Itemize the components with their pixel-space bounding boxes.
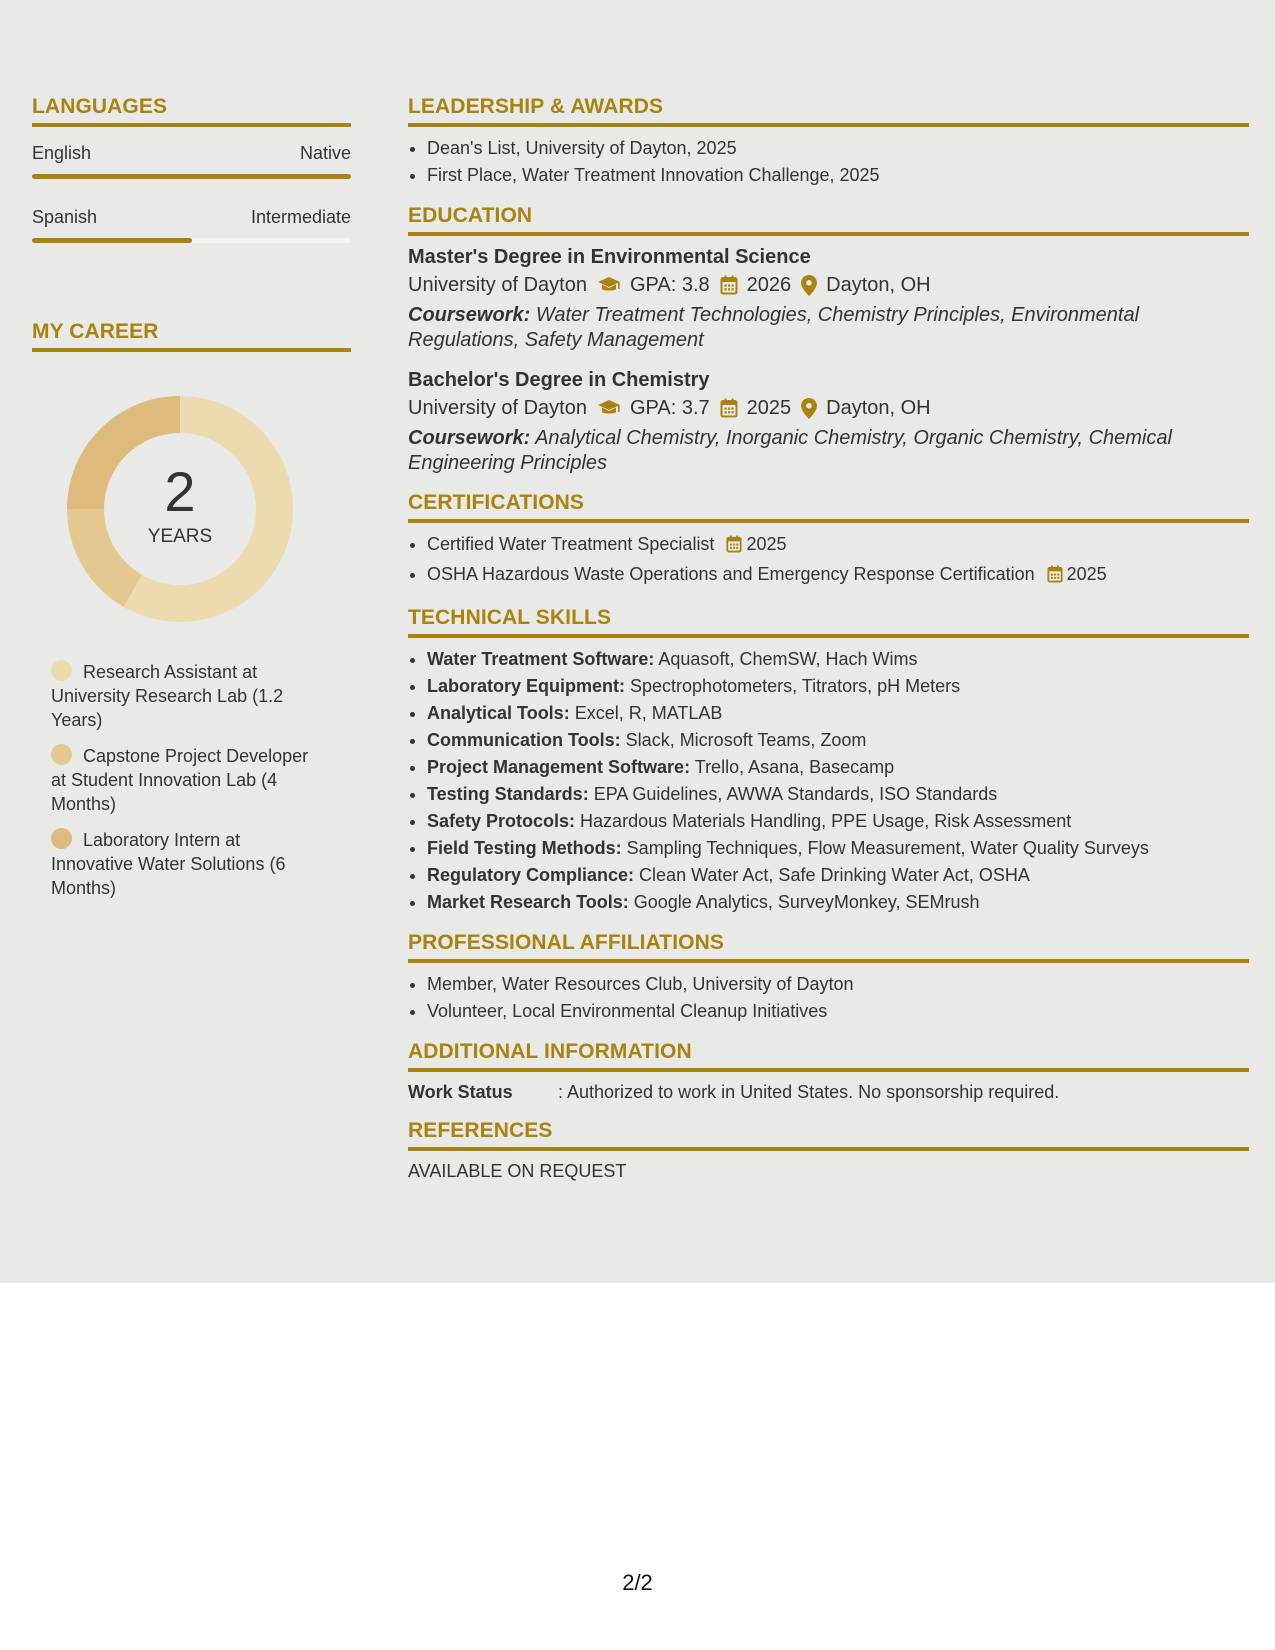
skill-values: Google Analytics, SurveyMonkey, SEMrush bbox=[628, 892, 980, 912]
skill-values: Aquasoft, ChemSW, Hach Wims bbox=[654, 649, 918, 669]
language-name: Spanish bbox=[32, 207, 98, 227]
coursework bbox=[408, 303, 1249, 353]
list-item bbox=[427, 561, 1249, 591]
language-level: Native bbox=[299, 143, 351, 163]
career-legend-label: Research Assistant at University Research Lab (1.2 Years) bbox=[51, 662, 284, 730]
references-section bbox=[408, 1118, 1249, 1183]
calendar-icon bbox=[1047, 564, 1063, 591]
career-legend-item bbox=[51, 744, 321, 816]
additional-title: ADDITIONAL INFORMATION bbox=[408, 1039, 1249, 1072]
page-number: 2/2 bbox=[622, 1570, 653, 1595]
graduation-cap-icon bbox=[597, 276, 621, 294]
skill-category: Project Management Software: bbox=[427, 757, 691, 777]
work-status-label: Work Status bbox=[408, 1082, 513, 1102]
skill-values: Excel, R, MATLAB bbox=[569, 703, 723, 723]
skill-values: Clean Water Act, Safe Drinking Water Act, OSHA bbox=[634, 865, 1030, 885]
education-title: EDUCATION bbox=[408, 203, 1249, 236]
skill-category: Field Testing Methods: bbox=[427, 838, 622, 858]
skill-item bbox=[427, 889, 1249, 916]
left-column bbox=[32, 94, 351, 912]
school-name: University of Dayton bbox=[408, 397, 587, 419]
work-status-value: : Authorized to work in United States. No sponsorship required. bbox=[558, 1082, 1060, 1102]
skills-title: TECHNICAL SKILLS bbox=[408, 605, 1249, 638]
degree-title: Bachelor's Degree in Chemistry bbox=[408, 369, 710, 391]
skill-category: Testing Standards: bbox=[427, 784, 589, 804]
skill-category: Market Research Tools: bbox=[427, 892, 629, 912]
leadership-section bbox=[408, 94, 1249, 189]
career-donut bbox=[65, 394, 295, 624]
language-item bbox=[32, 205, 351, 243]
graduation-cap-icon bbox=[597, 399, 621, 417]
list-item bbox=[427, 531, 1249, 561]
education-section bbox=[408, 203, 1249, 476]
calendar-icon bbox=[726, 534, 742, 561]
skill-item bbox=[427, 808, 1249, 835]
coursework-label: Coursework: bbox=[408, 427, 531, 449]
certification-year: 2025 bbox=[1066, 564, 1107, 584]
language-level: Intermediate bbox=[250, 207, 351, 227]
skill-category: Analytical Tools: bbox=[427, 703, 570, 723]
skill-item bbox=[427, 754, 1249, 781]
skill-category: Water Treatment Software: bbox=[427, 649, 655, 669]
certification-year: 2025 bbox=[746, 534, 787, 554]
list-item: • Dean's List, University of Dayton, 2025 bbox=[427, 135, 1249, 162]
career-section bbox=[32, 319, 351, 900]
right-column bbox=[408, 94, 1249, 1197]
language-bar bbox=[32, 238, 351, 243]
career-legend bbox=[51, 660, 321, 900]
skills-section bbox=[408, 605, 1249, 916]
language-bar-fill bbox=[32, 238, 192, 243]
language-bar-fill bbox=[32, 174, 351, 179]
location: Dayton, OH bbox=[826, 274, 931, 296]
skill-item bbox=[427, 862, 1249, 889]
certification-name: Certified Water Treatment Specialist bbox=[427, 534, 715, 554]
list-item: • Volunteer, Local Environmental Cleanup Initiatives bbox=[427, 998, 1249, 1025]
degree-title: Master's Degree in Environmental Science bbox=[408, 246, 811, 268]
skill-values: Trello, Asana, Basecamp bbox=[690, 757, 895, 777]
career-legend-item bbox=[51, 660, 321, 732]
map-pin-icon bbox=[801, 275, 817, 296]
graduation-year: 2026 bbox=[746, 274, 792, 296]
list-item: • First Place, Water Treatment Innovation Challenge, 2025 bbox=[427, 162, 1249, 189]
certifications-section bbox=[408, 490, 1249, 591]
affiliations-section bbox=[408, 930, 1249, 1025]
skill-item bbox=[427, 646, 1249, 673]
gpa: GPA: 3.8 bbox=[629, 274, 710, 296]
skill-category: Safety Protocols: bbox=[427, 811, 576, 831]
career-legend-item bbox=[51, 828, 321, 900]
legend-dot-icon bbox=[51, 828, 72, 849]
skill-values: Spectrophotometers, Titrators, pH Meters bbox=[625, 676, 961, 696]
languages-title: LANGUAGES bbox=[32, 94, 351, 127]
certifications-title: CERTIFICATIONS bbox=[408, 490, 1249, 523]
additional-section bbox=[408, 1039, 1249, 1104]
skill-values: Slack, Microsoft Teams, Zoom bbox=[620, 730, 867, 750]
education-item bbox=[408, 367, 1249, 476]
skill-values: Hazardous Materials Handling, PPE Usage, Risk Assessment bbox=[575, 811, 1072, 831]
career-title: MY CAREER bbox=[32, 319, 351, 352]
skill-item bbox=[427, 673, 1249, 700]
calendar-icon bbox=[720, 275, 738, 295]
skill-item bbox=[427, 700, 1249, 727]
map-pin-icon bbox=[801, 398, 817, 419]
education-item bbox=[408, 244, 1249, 353]
school-name: University of Dayton bbox=[408, 274, 587, 296]
location: Dayton, OH bbox=[826, 397, 931, 419]
languages-section bbox=[32, 94, 351, 243]
skill-category: Laboratory Equipment: bbox=[427, 676, 626, 696]
legend-dot-icon bbox=[51, 744, 72, 765]
references-text: AVAILABLE ON REQUEST bbox=[408, 1161, 627, 1181]
certification-name: OSHA Hazardous Waste Operations and Emergency Response Certification bbox=[427, 564, 1035, 584]
career-total-value: 2 bbox=[164, 460, 196, 523]
affiliations-title: PROFESSIONAL AFFILIATIONS bbox=[408, 930, 1249, 963]
language-bar bbox=[32, 174, 351, 179]
skill-category: Communication Tools: bbox=[427, 730, 621, 750]
career-legend-label: Laboratory Intern at Innovative Water Solutions (6 Months) bbox=[51, 830, 286, 898]
language-name: English bbox=[32, 143, 92, 163]
calendar-icon bbox=[720, 398, 738, 418]
coursework-label: Coursework: bbox=[408, 304, 531, 326]
coursework-text: Water Treatment Technologies, Chemistry Principles, Environmental Regulations, Safety Management bbox=[408, 304, 1140, 351]
skill-category: Regulatory Compliance: bbox=[427, 865, 635, 885]
graduation-year: 2025 bbox=[746, 397, 792, 419]
skill-item bbox=[427, 781, 1249, 808]
leadership-title: LEADERSHIP & AWARDS bbox=[408, 94, 1249, 127]
career-total-unit: YEARS bbox=[147, 526, 213, 547]
coursework-text: Analytical Chemistry, Inorganic Chemistry, Organic Chemistry, Chemical Engineering Principles bbox=[408, 427, 1172, 474]
coursework bbox=[408, 426, 1249, 476]
skill-item bbox=[427, 727, 1249, 754]
language-item bbox=[32, 141, 351, 179]
legend-dot-icon bbox=[51, 660, 72, 681]
career-legend-label: Capstone Project Developer at Student Innovation Lab (4 Months) bbox=[51, 746, 309, 814]
gpa: GPA: 3.7 bbox=[629, 397, 710, 419]
skill-values: Sampling Techniques, Flow Measurement, Water Quality Surveys bbox=[621, 838, 1149, 858]
skill-item bbox=[427, 835, 1249, 862]
list-item: • Member, Water Resources Club, University of Dayton bbox=[427, 971, 1249, 998]
references-title: REFERENCES bbox=[408, 1118, 1249, 1151]
skill-values: EPA Guidelines, AWWA Standards, ISO Standards bbox=[588, 784, 998, 804]
